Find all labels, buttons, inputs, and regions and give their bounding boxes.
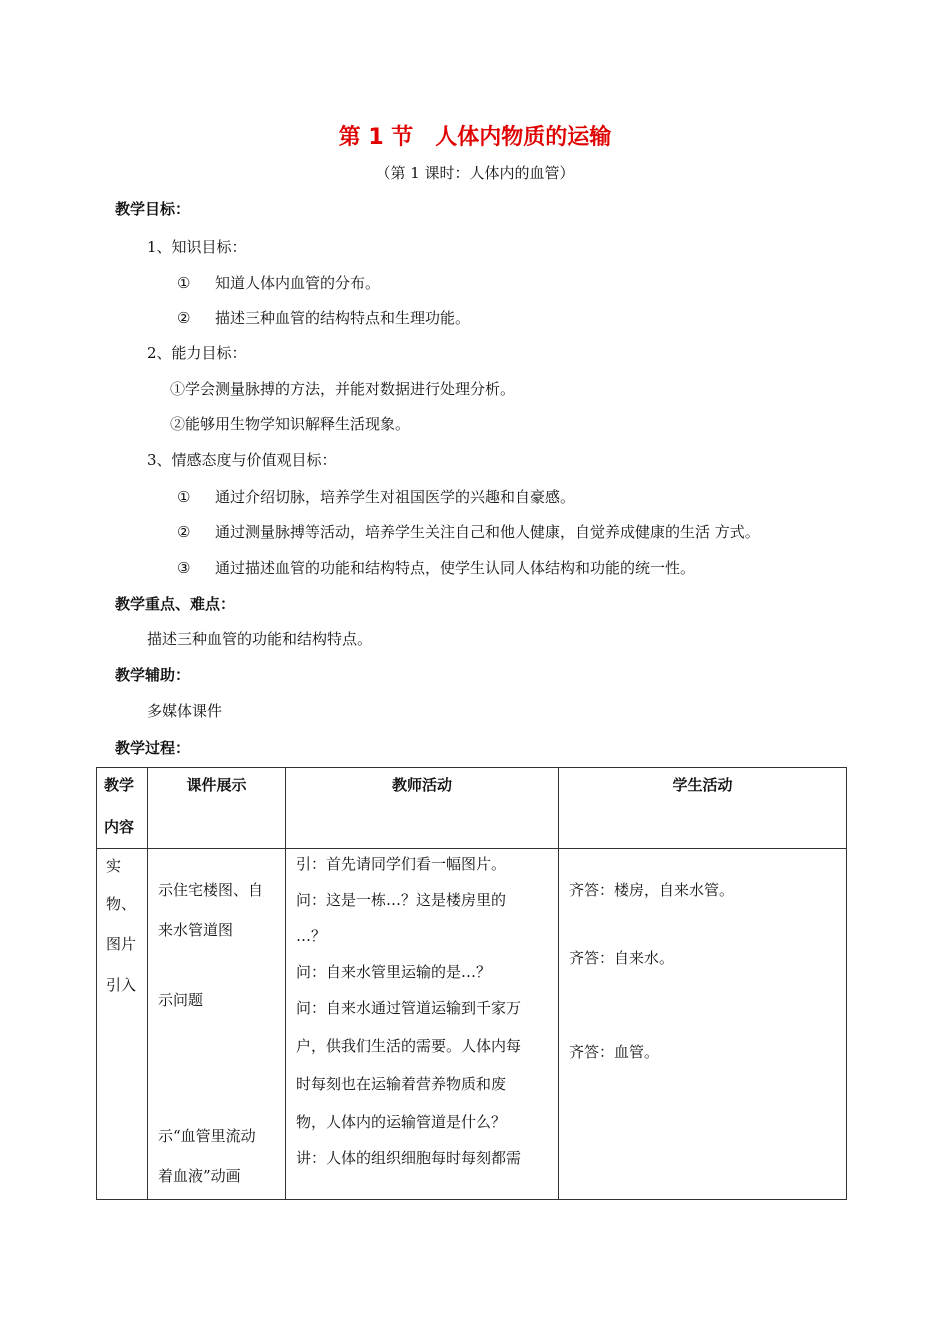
ability-label: 2、能力目标： xyxy=(147,344,247,362)
student-cell xyxy=(559,849,847,1200)
knowledge-item-1 xyxy=(177,272,380,293)
header-content xyxy=(97,768,148,849)
item-text: 知道人体内血管的分布。 xyxy=(215,274,381,292)
content-line: 图片 xyxy=(106,935,137,953)
teacher-line: 讲：人体的组织细胞每时每刻都需 xyxy=(296,1149,522,1167)
teacher-cell xyxy=(286,849,559,1200)
item-marker: ③ xyxy=(177,559,191,577)
emotion-item-2 xyxy=(177,521,760,542)
aids-heading: 教学辅助： xyxy=(115,666,191,684)
key-points-heading: 教学重点、难点： xyxy=(115,595,236,613)
content-line: 引入 xyxy=(106,976,137,994)
process-heading: 教学过程： xyxy=(115,739,191,757)
item-text: 通过介绍切脉，培养学生对祖国医学的兴趣和自豪感。 xyxy=(215,488,576,506)
content-line: 物、 xyxy=(106,895,137,913)
slides-line: 来水管道图 xyxy=(158,921,234,939)
header-student-label: 学生活动 xyxy=(672,776,733,794)
content-line: 实 xyxy=(106,857,122,875)
item-marker: ① xyxy=(177,274,191,292)
header-content-line-2: 内容 xyxy=(104,818,135,836)
item-marker: ② xyxy=(177,309,191,327)
teacher-line: 物，人体内的运输管道是什么？ xyxy=(296,1113,507,1131)
knowledge-item-2 xyxy=(177,307,470,328)
item-text: 通过测量脉搏等活动，培养学生关注自己和他人健康，自觉养成健康的生活 方式。 xyxy=(215,523,760,541)
item-marker: ② xyxy=(170,415,186,433)
slides-line: 示住宅楼图、自 xyxy=(158,881,264,899)
item-marker: ① xyxy=(177,488,191,506)
page-subtitle: （第 1 课时：人体内的血管） xyxy=(375,164,575,182)
slides-line: 示问题 xyxy=(158,991,204,1009)
header-teacher xyxy=(286,768,559,849)
item-text: 描述三种血管的结构特点和生理功能。 xyxy=(215,309,471,327)
key-points-text: 描述三种血管的功能和结构特点。 xyxy=(147,630,373,648)
teacher-line: …？ xyxy=(296,927,327,945)
emotion-item-1 xyxy=(177,486,575,507)
teacher-line: 问：自来水通过管道运输到千家万 xyxy=(296,999,522,1017)
header-content-line-1: 教学 xyxy=(104,776,135,794)
table-header-row xyxy=(97,768,847,849)
slides-cell xyxy=(148,849,286,1200)
item-text: 学会测量脉搏的方法，并能对数据进行处理分析。 xyxy=(185,380,516,398)
header-slides xyxy=(148,768,286,849)
aids-text: 多媒体课件 xyxy=(147,702,223,720)
header-slides-label: 课件展示 xyxy=(186,776,247,794)
item-text: 通过描述血管的功能和结构特点，使学生认同人体结构和功能的统一性。 xyxy=(215,559,696,577)
emotion-label: 3、情感态度与价值观目标： xyxy=(147,451,337,469)
knowledge-label: 1、知识目标： xyxy=(147,238,247,256)
student-line: 齐答：自来水。 xyxy=(569,949,675,967)
process-table xyxy=(96,767,847,1200)
item-marker: ② xyxy=(177,523,191,541)
ability-item-2 xyxy=(170,413,410,434)
item-marker: ① xyxy=(170,380,186,398)
ability-item-1 xyxy=(170,378,515,399)
page-title: 第 1 节 人体内物质的运输 xyxy=(338,125,612,150)
header-teacher-label: 教师活动 xyxy=(391,776,452,794)
teacher-line: 户，供我们生活的需要。人体内每 xyxy=(296,1037,522,1055)
content-cell xyxy=(97,849,148,1200)
student-line: 齐答：血管。 xyxy=(569,1043,660,1061)
slides-line: 示“血管里流动 xyxy=(158,1127,256,1145)
teacher-line: 问：这是一栋…？这是楼房里的 xyxy=(296,891,507,909)
student-line: 齐答：楼房，自来水管。 xyxy=(569,881,735,899)
emotion-item-3 xyxy=(177,557,695,578)
slides-line: 着血液”动画 xyxy=(158,1167,241,1185)
table-row xyxy=(97,849,847,1200)
header-student xyxy=(559,768,847,849)
teacher-line: 时每刻也在运输着营养物质和废 xyxy=(296,1075,507,1093)
item-text: 能够用生物学知识解释生活现象。 xyxy=(185,415,411,433)
teacher-line: 引：首先请同学们看一幅图片。 xyxy=(296,855,507,873)
teacher-line: 问：自来水管里运输的是…？ xyxy=(296,963,492,981)
objectives-heading: 教学目标： xyxy=(115,200,191,218)
